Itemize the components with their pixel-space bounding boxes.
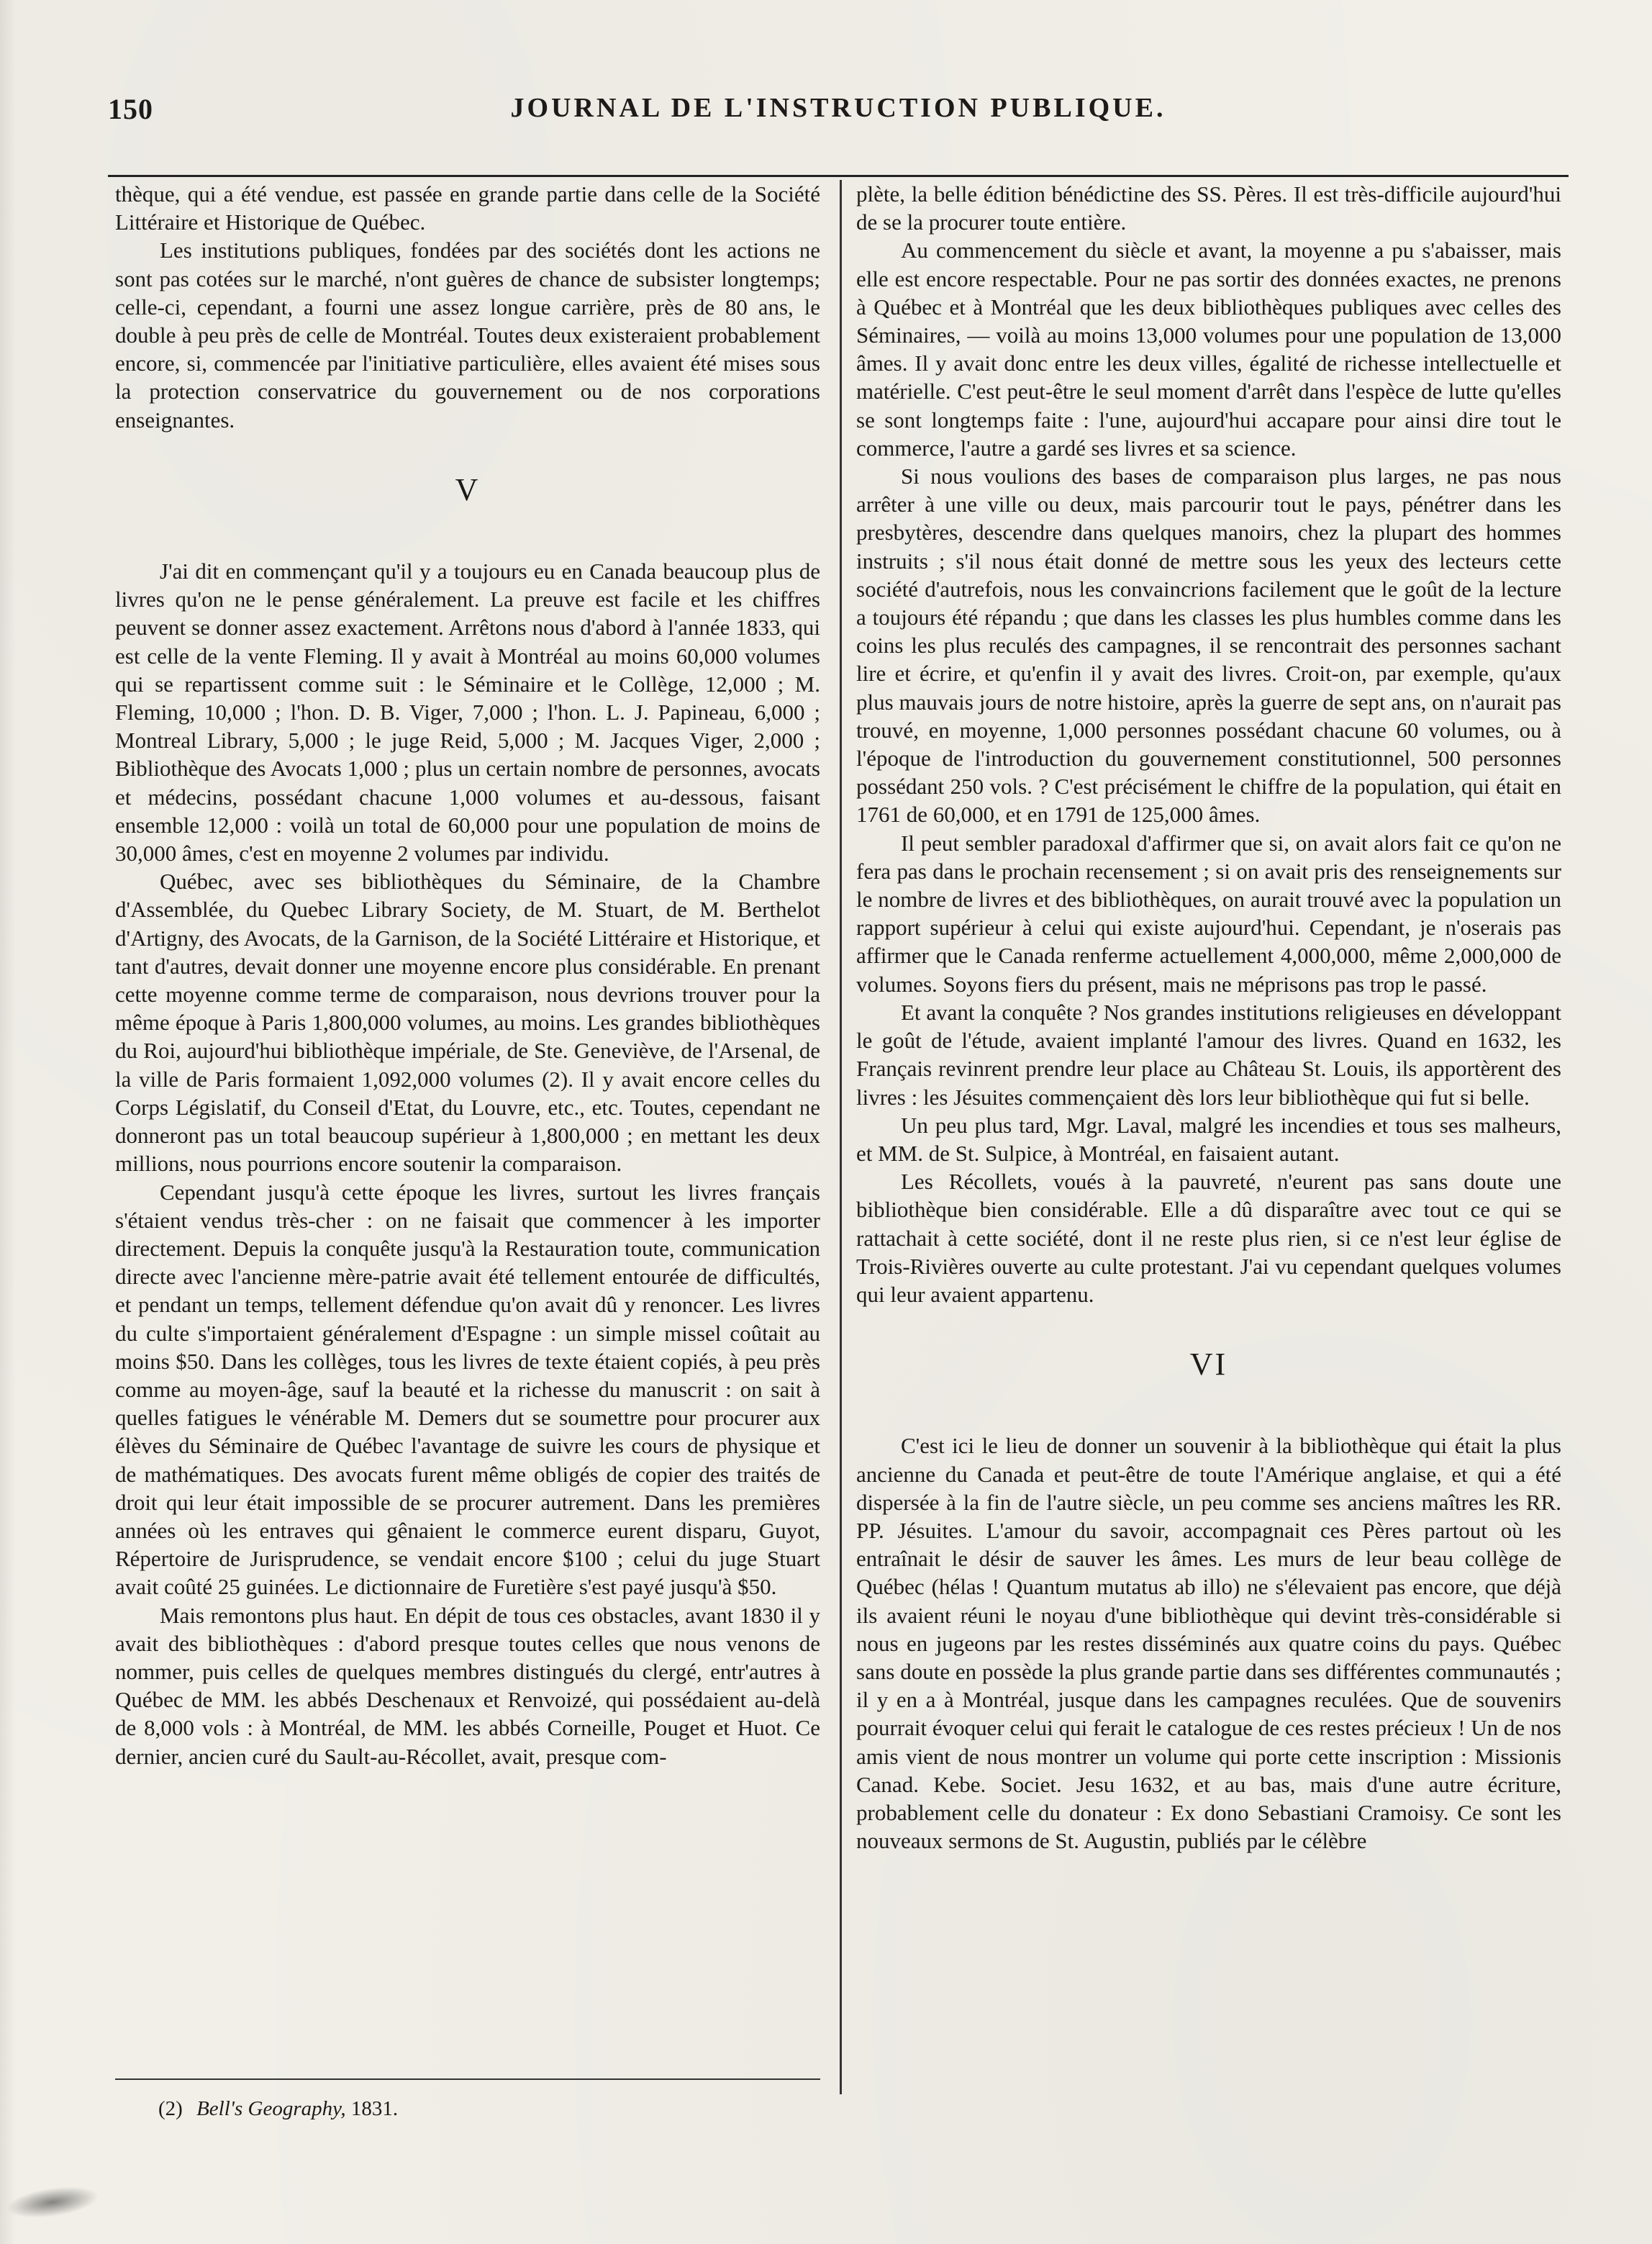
paragraph: Si nous voulions des bases de comparaison plus larges, ne pas nous arrêter à une ville ou deux, mais parcourir tout le pays, pénétrer dans les presbytères, descendre dans quelques manoirs, chez la plupart des hommes instruits ; s'il nous était donné de mettre sous les yeux des lecteurs cette société d'autrefois, nous les convaincrions facilement que le goût de la lecture a toujours été répandu ; que dans les classes les plus humbles comme dans les coins les plus reculés des campagnes, il se rencontrait des personnes sachant lire et écrire, et qu'enfin il y avait des livres. Croit-on, par exemple, qu'aux plus mauvais jours de notre histoire, après la guerre de sept ans, on n'aurait pas trouvé, en moyenne, 1,000 personnes possédant chacune 60 volumes, ou à l'époque de l'introduction du gouvernement constitutionnel, 500 personnes possédant 250 vols. ? C'est précisément le chiffre de la population, qui était en 1761 de 60,000, et en 1791 de 125,000 âmes. <box>856 463 1561 828</box>
paragraph: Les institutions publiques, fondées par des sociétés dont les actions ne sont pas cotées sur le marché, n'ont guères de chance de subsister longtemps; celle-ci, cependant, a fourni une assez longue carrière, près de 80 ans, le double à peu près de celle de Montréal. Toutes deux existeraient probablement encore, si, commencée par l'initiative particulière, elles avaient été mises sous la protection conservatrice du gouvernement ou de nos corporations enseignantes. <box>115 237 820 433</box>
footnote <box>158 2097 398 2121</box>
paragraph: thèque, qui a été vendue, est passée en grande partie dans celle de la Société Littéraire et Historique de Québec. <box>115 181 820 235</box>
left-column <box>115 180 820 2087</box>
running-title: JOURNAL DE L'INSTRUCTION PUBLIQUE. <box>510 93 1166 123</box>
paragraph: Et avant la conquête ? Nos grandes institutions religieuses en développant le goût de l'étude, avaient implanté l'amour des livres. Quand en 1632, les Français revinrent prendre leur place au Château St. Louis, ils apportèrent des livres : les Jésuites commençaient dès lors leur bibliothèque qui fut si belle. <box>856 999 1561 1110</box>
footnote-marker: (2) <box>158 2097 183 2120</box>
paragraph: C'est ici le lieu de donner un souvenir à la bibliothèque qui était la plus ancienne du Canada et peut-être de toute l'Amérique anglaise, et qui a été dispersée à la fin de l'autre siècle, un peu comme ses anciens maîtres les RR. PP. Jésuites. L'amour du savoir, accompagnait ces Pères partout où les entraînait le désir de sauver les âmes. Les murs de leur beau collège de Québec (hélas ! Quantum mutatus ab illo) ne s'élevaient pas encore, que déjà ils avaient réuni le noyau d'une bibliothèque qui devint très-considérable si nous en jugeons par les restes disséminés aux quatre coins du pays. Québec sans doute en possède la plus grande partie dans ses différentes communautés ; il y en a à Montréal, jusque dans les campagnes reculées. Que de souvenirs pourrait évoquer celui qui ferait le catalogue de ces restes précieux ! Un de nos amis vient de nous montrer un volume qui porte cette inscription : Missionis Canad. Kebe. Societ. Jesu 1632, et au bas, mais d'une autre écriture, probablement celle du donateur : Ex dono Sebastiani Cramoisy. Ce sont les nouveaux sermons de St. Augustin, publiés par le célèbre <box>856 1433 1561 1854</box>
footnote-year: 1831. <box>350 2097 399 2120</box>
paragraph: plète, la belle édition bénédictine des SS. Pères. Il est très-difficile aujourd'hui de se la procurer toute entière. <box>856 181 1561 235</box>
paragraph: Il peut sembler paradoxal d'affirmer que si, on avait alors fait ce qu'on ne fera pas dans le prochain recensement ; si on avait pris des renseignements sur le nombre de livres et des bibliothèques, on aurait trouvé avec la population un rapport supérieur à celui qui existe aujourd'hui. Cependant, je n'oserais pas affirmer que le Canada renferme actuellement 4,000,000, même 2,000,000 de volumes. Soyons fiers du présent, mais ne méprisons pas trop le passé. <box>856 830 1561 997</box>
paragraph: Québec, avec ses bibliothèques du Séminaire, de la Chambre d'Assemblée, du Quebec Library Society, de M. Stuart, de M. Berthelot d'Artigny, des Avocats, de la Garnison, de la Société Littéraire et Historique, et tant d'autres, devait donner une moyenne encore plus considérable. En prenant cette moyenne comme terme de comparaison, nous devrions trouver pour la même époque à Paris 1,800,000 volumes, au moins. Les grandes bibliothèques du Roi, aujourd'hui bibliothèque impériale, de Ste. Geneviève, de l'Arsenal, de la ville de Paris formaient 1,092,000 volumes (2). Il y avait encore celles du Corps Législatif, du Conseil d'Etat, du Louvre, etc., etc. Toutes, cependant ne donneront pas un total beaucoup supérieur à 1,800,000 ; en mettant les deux millions, nous pourrions encore soutenir la comparaison. <box>115 869 820 1177</box>
paragraph: J'ai dit en commençant qu'il y a toujours eu en Canada beaucoup plus de livres qu'on ne le pense généralement. La preuve est facile et les chiffres peuvent se donner assez exactement. Arrêtons nous d'abord à l'année 1833, qui est celle de la vente Fleming. Il y avait à Montréal au moins 60,000 volumes qui se repartissent comme suit : le Séminaire et le Collège, 12,000 ; M. Fleming, 10,000 ; l'hon. D. B. Viger, 7,000 ; l'hon. L. J. Papineau, 6,000 ; Montreal Library, 5,000 ; le juge Reid, 5,000 ; M. Jacques Viger, 2,000 ; Bibliothèque des Avocats 1,000 ; plus un certain nombre de personnes, avocats et médecins, possédant chacune 1,000 volumes et au-dessous, faisant ensemble 12,000 : voilà un total de 60,000 pour une population de moins de 30,000 âmes, c'est en moyenne 2 volumes par individu. <box>115 558 820 867</box>
section-heading: VI <box>1189 1347 1228 1383</box>
paragraph: Les Récollets, voués à la pauvreté, n'eurent pas sans doute une bibliothèque bien considérable. Elle a dû disparaître avec tout ce qui se rattachait à cette société, dont il ne reste plus rien, si ce n'est leur église de Trois-Rivières ouverte au culte protestant. J'ai vu cependant quelques volumes qui leur avaient appartenu. <box>856 1169 1561 1307</box>
paragraph: Un peu plus tard, Mgr. Laval, malgré les incendies et tous ses malheurs, et MM. de St. Sulpice, à Montréal, en faisaient autant. <box>856 1112 1561 1166</box>
page-number: 150 <box>108 93 153 125</box>
header-rule <box>108 175 1569 177</box>
paragraph: Mais remontons plus haut. En dépit de tous ces obstacles, avant 1830 il y avait des bibliothèques : d'abord presque toutes celles que nous venons de nommer, puis celles de quelques membres distingués du clergé, entr'autres à Québec de MM. les abbés Deschenaux et Renvoizé, qui possédaient au-delà de 8,000 vols : à Montréal, de MM. les abbés Corneille, Pouget et Huot. Ce dernier, ancien curé du Sault-au-Récollet, avait, presque com- <box>115 1602 820 1769</box>
page-header <box>108 92 1569 135</box>
column-divider <box>840 180 842 2094</box>
ink-smudge <box>4 2181 101 2223</box>
section-heading: V <box>455 471 481 507</box>
scan-edge-shadow <box>0 0 16 2244</box>
right-column <box>856 180 1561 2087</box>
paragraph: Cependant jusqu'à cette époque les livres, surtout les livres français s'étaient vendus très-cher : on ne faisait que commencer à les importer directement. Depuis la conquête jusqu'à la Restauration toute, communication directe avec l'ancienne mère-patrie avait été tellement entourée de difficultés, et pendant un temps, tellement défendue qu'on avait dû y renoncer. Les livres du culte s'importaient généralement d'Espagne : un simple missel coûtait au moins $50. Dans les collèges, tous les livres de texte étaient copiés, à peu près comme au moyen-âge, sauf la beauté et la richesse du manuscrit : on sait à quelles fatigues le vénérable M. Demers dut se soumettre pour procurer aux élèves du Séminaire de Québec l'avantage de suivre les cours de physique et de mathématiques. Des avocats furent même obligés de copier des traités de droit qui leur était impossible de se procurer autrement. Dans les premières années où les entraves qui gênaient le commerce eurent disparu, Guyot, Répertoire de Jurisprudence, se vendait encore $100 ; celui du juge Stuart avait coûté 25 guinées. Le dictionnaire de Furetière s'est payé jusqu'à $50. <box>115 1179 820 1600</box>
footnote-rule <box>115 2078 820 2080</box>
paragraph: Au commencement du siècle et avant, la moyenne a pu s'abaisser, mais elle est encore respectable. Pour ne pas sortir des données exactes, ne prenons à Québec et à Montréal que les deux bibliothèques publiques avec celles des Séminaires, — voilà au moins 13,000 volumes pour une population de 13,000 âmes. Il y avait donc entre les deux villes, égalité de richesse intellectuelle et matérielle. C'est peut-être le seul moment d'arrêt dans l'espèce de lutte qu'elles se sont longtemps faite : l'une, aujourd'hui accapare pour ainsi dire tout le commerce, l'autre a gardé ses livres et sa science. <box>856 237 1561 461</box>
footnote-source: Bell's Geography, <box>196 2097 346 2120</box>
